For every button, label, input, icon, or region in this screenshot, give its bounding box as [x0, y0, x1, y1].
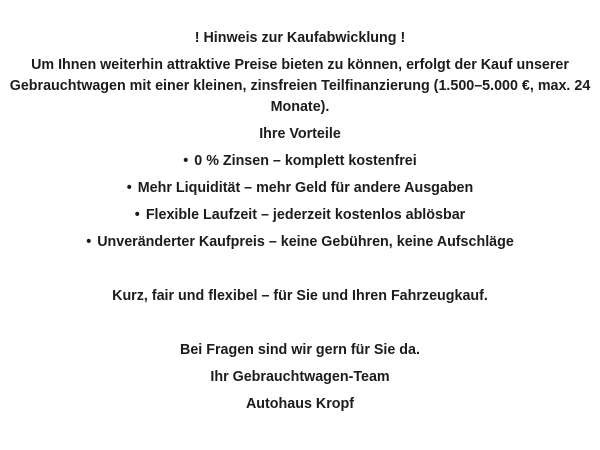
closing-line-dealer: Autohaus Kropf	[245, 396, 354, 412]
bullet-icon: •	[183, 153, 189, 169]
bullet-icon: •	[134, 207, 140, 223]
benefits-heading: Ihre Vorteile	[259, 126, 341, 142]
notice-title: ! Hinweis zur Kaufabwicklung !	[194, 30, 406, 46]
benefit-item	[2, 232, 598, 253]
blank-line	[2, 259, 598, 286]
intro-paragraph: Um Ihnen weiterhin attraktive Preise bieten zu können, erfolgt der Kauf unserer Gebrauchtwagen mit einer kleinen, zinsfreien Teilfinanzierung (1.500–5.000 €, max. 24 Monate).	[9, 57, 591, 115]
benefit-item-label: Mehr Liquidität – mehr Geld für andere Ausgaben	[137, 180, 474, 196]
benefit-item	[2, 178, 598, 199]
blank-line	[2, 313, 598, 340]
benefit-item	[2, 151, 598, 172]
summary-line: Kurz, fair und flexibel – für Sie und Ihren Fahrzeugkauf.	[112, 288, 488, 304]
benefit-item-label: 0 % Zinsen – komplett kostenfrei	[194, 153, 417, 169]
bullet-icon: •	[86, 234, 92, 250]
closing-line-team: Ihr Gebrauchtwagen-Team	[210, 369, 390, 385]
benefit-item-label: Flexible Laufzeit – jederzeit kostenlos ablösbar	[145, 207, 466, 223]
benefit-item	[2, 205, 598, 226]
bullet-icon: •	[126, 180, 132, 196]
closing-line-contact: Bei Fragen sind wir gern für Sie da.	[180, 342, 420, 358]
benefit-item-label: Unveränderter Kaufpreis – keine Gebühren, keine Aufschläge	[97, 234, 514, 250]
